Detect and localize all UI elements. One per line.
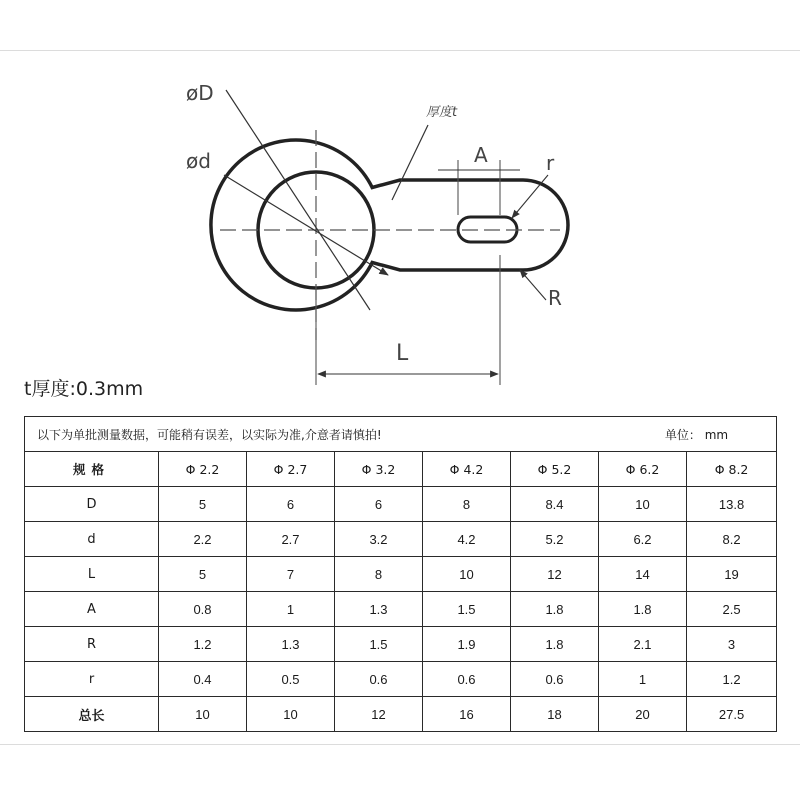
table-cell: 10 (159, 697, 247, 732)
table-row (25, 592, 777, 627)
table-cell: 12 (511, 557, 599, 592)
row-label: D (25, 487, 159, 522)
table-cell: 1.8 (511, 627, 599, 662)
table-cell: 7 (247, 557, 335, 592)
note-cell (25, 417, 777, 452)
table-cell: 0.4 (159, 662, 247, 697)
table-cell: 0.8 (159, 592, 247, 627)
table-cell: 8.4 (511, 487, 599, 522)
table-cell: 1.5 (423, 592, 511, 627)
label-tab-width: A (474, 143, 488, 167)
measurement-note: 以下为单批测量数据，可能稍有误差，以实际为准,介意者请慎拍! (37, 427, 382, 442)
column-header: Φ 6.2 (599, 452, 687, 487)
table-cell: 1 (599, 662, 687, 697)
table-cell: 1.5 (335, 627, 423, 662)
table-cell: 18 (511, 697, 599, 732)
table-cell: 20 (599, 697, 687, 732)
table-cell: 12 (335, 697, 423, 732)
label-outer-radius: R (548, 286, 562, 310)
table-cell: 0.6 (423, 662, 511, 697)
table-cell: 10 (599, 487, 687, 522)
table-cell: 2.7 (247, 522, 335, 557)
table-cell: 1.2 (159, 627, 247, 662)
table-cell: 10 (423, 557, 511, 592)
terminal-outline (211, 140, 568, 310)
table-cell: 2.1 (599, 627, 687, 662)
table-cell: 8.2 (687, 522, 777, 557)
table-cell: 4.2 (423, 522, 511, 557)
table-row (25, 522, 777, 557)
table-cell: 0.5 (247, 662, 335, 697)
table-cell: 6 (335, 487, 423, 522)
label-inner-diameter: ød (186, 149, 211, 173)
label-outer-diameter: øD (186, 81, 214, 105)
column-header: Φ 4.2 (423, 452, 511, 487)
table-cell: 1 (247, 592, 335, 627)
row-label: 总长 (25, 697, 159, 732)
table-cell: 2.5 (687, 592, 777, 627)
table-cell: 0.6 (511, 662, 599, 697)
table-row (25, 697, 777, 732)
spec-table (24, 416, 777, 732)
inner-diameter-leader (224, 175, 388, 275)
row-label: L (25, 557, 159, 592)
outer-diameter-leader (226, 90, 370, 310)
column-header: Φ 3.2 (335, 452, 423, 487)
spec-header-label: 规格 (25, 452, 159, 487)
table-cell: 10 (247, 697, 335, 732)
column-header: Φ 2.7 (247, 452, 335, 487)
table-cell: 1.3 (247, 627, 335, 662)
row-label: r (25, 662, 159, 697)
column-header: Φ 5.2 (511, 452, 599, 487)
table-cell: 3.2 (335, 522, 423, 557)
table-cell: 16 (423, 697, 511, 732)
table-cell: 13.8 (687, 487, 777, 522)
table-cell: 5.2 (511, 522, 599, 557)
label-length: L (396, 341, 409, 366)
table-cell: 14 (599, 557, 687, 592)
table-cell: 1.8 (511, 592, 599, 627)
label-slot-radius: r (546, 151, 555, 175)
table-cell: 1.3 (335, 592, 423, 627)
table-cell: 6.2 (599, 522, 687, 557)
bottom-divider (0, 744, 800, 745)
table-cell: 3 (687, 627, 777, 662)
table-row (25, 557, 777, 592)
label-thickness: 厚度t (426, 105, 458, 120)
column-header: Φ 2.2 (159, 452, 247, 487)
column-header: Φ 8.2 (687, 452, 777, 487)
unit-label: 单位： mm (664, 427, 729, 442)
row-label: d (25, 522, 159, 557)
big-r-leader (520, 270, 546, 300)
table-cell: 1.8 (599, 592, 687, 627)
table-cell: 6 (247, 487, 335, 522)
row-label: R (25, 627, 159, 662)
table-cell: 1.2 (687, 662, 777, 697)
table-row (25, 627, 777, 662)
thickness-note: t厚度:0.3mm (24, 378, 144, 400)
note-row (25, 417, 777, 452)
table-cell: 5 (159, 487, 247, 522)
table-cell: 2.2 (159, 522, 247, 557)
row-label: A (25, 592, 159, 627)
table-cell: 27.5 (687, 697, 777, 732)
table-row (25, 487, 777, 522)
table-row (25, 662, 777, 697)
thickness-leader (392, 125, 428, 200)
table-cell: 1.9 (423, 627, 511, 662)
table-cell: 0.6 (335, 662, 423, 697)
table-cell: 19 (687, 557, 777, 592)
header-row (25, 452, 777, 487)
table-cell: 5 (159, 557, 247, 592)
table-cell: 8 (335, 557, 423, 592)
table-cell: 8 (423, 487, 511, 522)
